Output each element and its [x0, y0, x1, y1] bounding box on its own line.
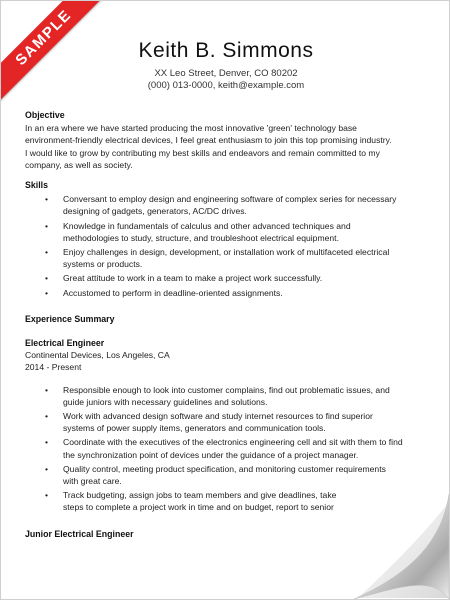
duty-item: • Coordinate with the executives of the electronics engineering cell and sit with them to find the synchronization point of devices under the guidance of a project manager. [45, 437, 403, 460]
objective-line: In an era where we have started producing the most innovative 'green' technology base [25, 123, 357, 134]
candidate-contact: (000) 013-0000, keith@example.com [147, 80, 305, 91]
skill-item: • Knowledge in fundamentals of calculus and other advanced techniques and methodologies to study, structure, and troubleshoot electrical equipment. [45, 220, 351, 243]
job-dates: 2014 - Present [25, 362, 82, 373]
objective-line: environment-friendly electrical devices, I feel great enthusiasm to join this top promising industry. [25, 135, 392, 146]
experience-heading: Experience Summary [25, 313, 115, 324]
skills-list [25, 193, 433, 299]
duty-item: • Responsible enough to look into customer complains, find out problematic issues, and guide juniors with necessary guidelines and solutions. [45, 384, 390, 407]
bullet-icon: • [45, 437, 49, 448]
bullet-icon: • [45, 384, 49, 395]
job-company: Continental Devices, Los Angeles, CA [25, 350, 170, 361]
skill-item: • Enjoy challenges in design, development, or installation work of multifaceted electrical systems or products. [45, 247, 390, 270]
bullet-icon: • [45, 194, 49, 205]
candidate-name: Keith B. Simmons [138, 39, 314, 62]
job-title: Junior Electrical Engineer [25, 528, 134, 539]
skill-item: • Great attitude to work in a team to make a project work successfully. [45, 273, 323, 284]
skills-heading: Skills [25, 180, 48, 191]
bullet-icon: • [45, 220, 49, 231]
bullet-icon: • [45, 273, 49, 284]
candidate-address: XX Leo Street, Denver, CO 80202 [154, 68, 298, 79]
skill-item: • Conversant to employ design and engineering software of complex series for necessary designing of gadgets, generators, AC/DC drives. [45, 194, 397, 217]
bullet-icon: • [45, 287, 49, 298]
duty-item: • Work with advanced design software and study internet resources to find superior systems of power supply items, generators and communication tools. [45, 411, 373, 434]
page-curl [354, 494, 449, 599]
duty-item: • Track budgeting, assign jobs to team members and give deadlines, take steps to complete a project work in time and on budget, report to senior [45, 490, 337, 513]
objective-line: I would like to grow by contributing my best skills and endeavors and remain committed to my [25, 147, 380, 158]
bullet-icon: • [45, 490, 49, 501]
duty-item: • Quality control, meeting product specification, and monitoring customer requirements with great care. [45, 463, 386, 487]
bullet-icon: • [45, 247, 49, 258]
objective-heading: Objective [25, 110, 65, 120]
sample-ribbon [1, 1, 111, 111]
objective-line: company, as well as society. [25, 159, 133, 170]
job-title: Electrical Engineer [25, 338, 105, 349]
skill-item: • Accustomed to perform in deadline-oriented assignments. [45, 287, 283, 298]
objective-text [25, 122, 433, 171]
resume-body [25, 109, 433, 540]
bullet-icon: • [45, 463, 49, 474]
bullet-icon: • [45, 411, 49, 422]
sample-ribbon-label: SAMPLE [1, 1, 111, 107]
